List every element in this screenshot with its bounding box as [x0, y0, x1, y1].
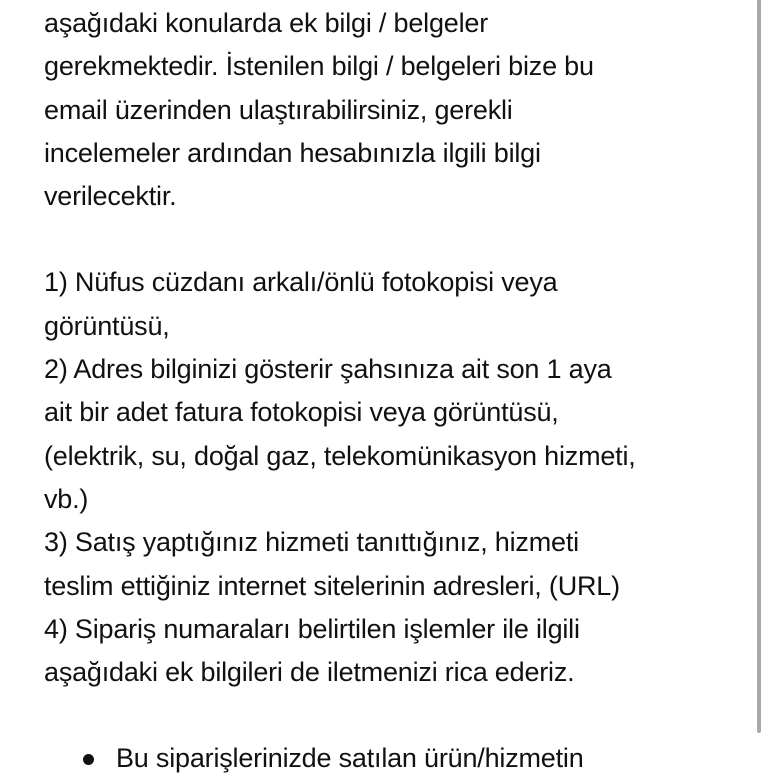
text-line: 1) Nüfus cüzdanı arkalı/önlü fotokopisi veya	[44, 267, 558, 298]
requirement-item-1	[44, 261, 744, 348]
bullet-list	[44, 737, 744, 780]
bullet-item	[44, 737, 744, 780]
text-line: teslim ettiğiniz internet sitelerinin adresleri, (URL)	[44, 570, 620, 601]
requirements-list	[44, 261, 744, 694]
email-body	[44, 2, 744, 781]
paragraph-spacer	[44, 218, 744, 261]
bullet-text: Bu siparişlerinizde satılan ürün/hizmetin	[116, 743, 584, 774]
text-line: aşağıdaki konularda ek bilgi / belgeler	[44, 8, 488, 38]
text-line: gerekmektedir. İstenilen bilgi / belgeleri bize bu	[44, 51, 594, 82]
vertical-scrollbar[interactable]	[757, 0, 761, 733]
bullet-icon	[83, 754, 94, 765]
text-line: 2) Adres bilginizi gösterir şahsınıza ait son 1 aya	[44, 354, 612, 385]
text-line: vb.)	[44, 483, 89, 514]
requirement-item-2	[44, 348, 744, 521]
intro-paragraph	[44, 2, 744, 218]
requirement-item-4	[44, 608, 744, 695]
text-line: 3) Satış yaptığınız hizmeti tanıttığınız, hizmeti	[44, 527, 579, 558]
text-line: verilecektir.	[44, 181, 177, 212]
text-line: ait bir adet fatura fotokopisi veya görüntüsü,	[44, 397, 559, 428]
text-line: 4) Sipariş numaraları belirtilen işlemler ile ilgili	[44, 613, 580, 644]
text-line: görüntüsü,	[44, 310, 170, 341]
text-line: email üzerinden ulaştırabilirsiniz, gerekli	[44, 94, 513, 125]
text-line: (elektrik, su, doğal gaz, telekomünikasyon hizmeti,	[44, 440, 636, 471]
text-line: incelemeler ardından hesabınızla ilgili bilgi	[44, 137, 541, 168]
text-line: aşağıdaki ek bilgileri de iletmenizi rica ederiz.	[44, 657, 575, 688]
requirement-item-3	[44, 521, 744, 608]
